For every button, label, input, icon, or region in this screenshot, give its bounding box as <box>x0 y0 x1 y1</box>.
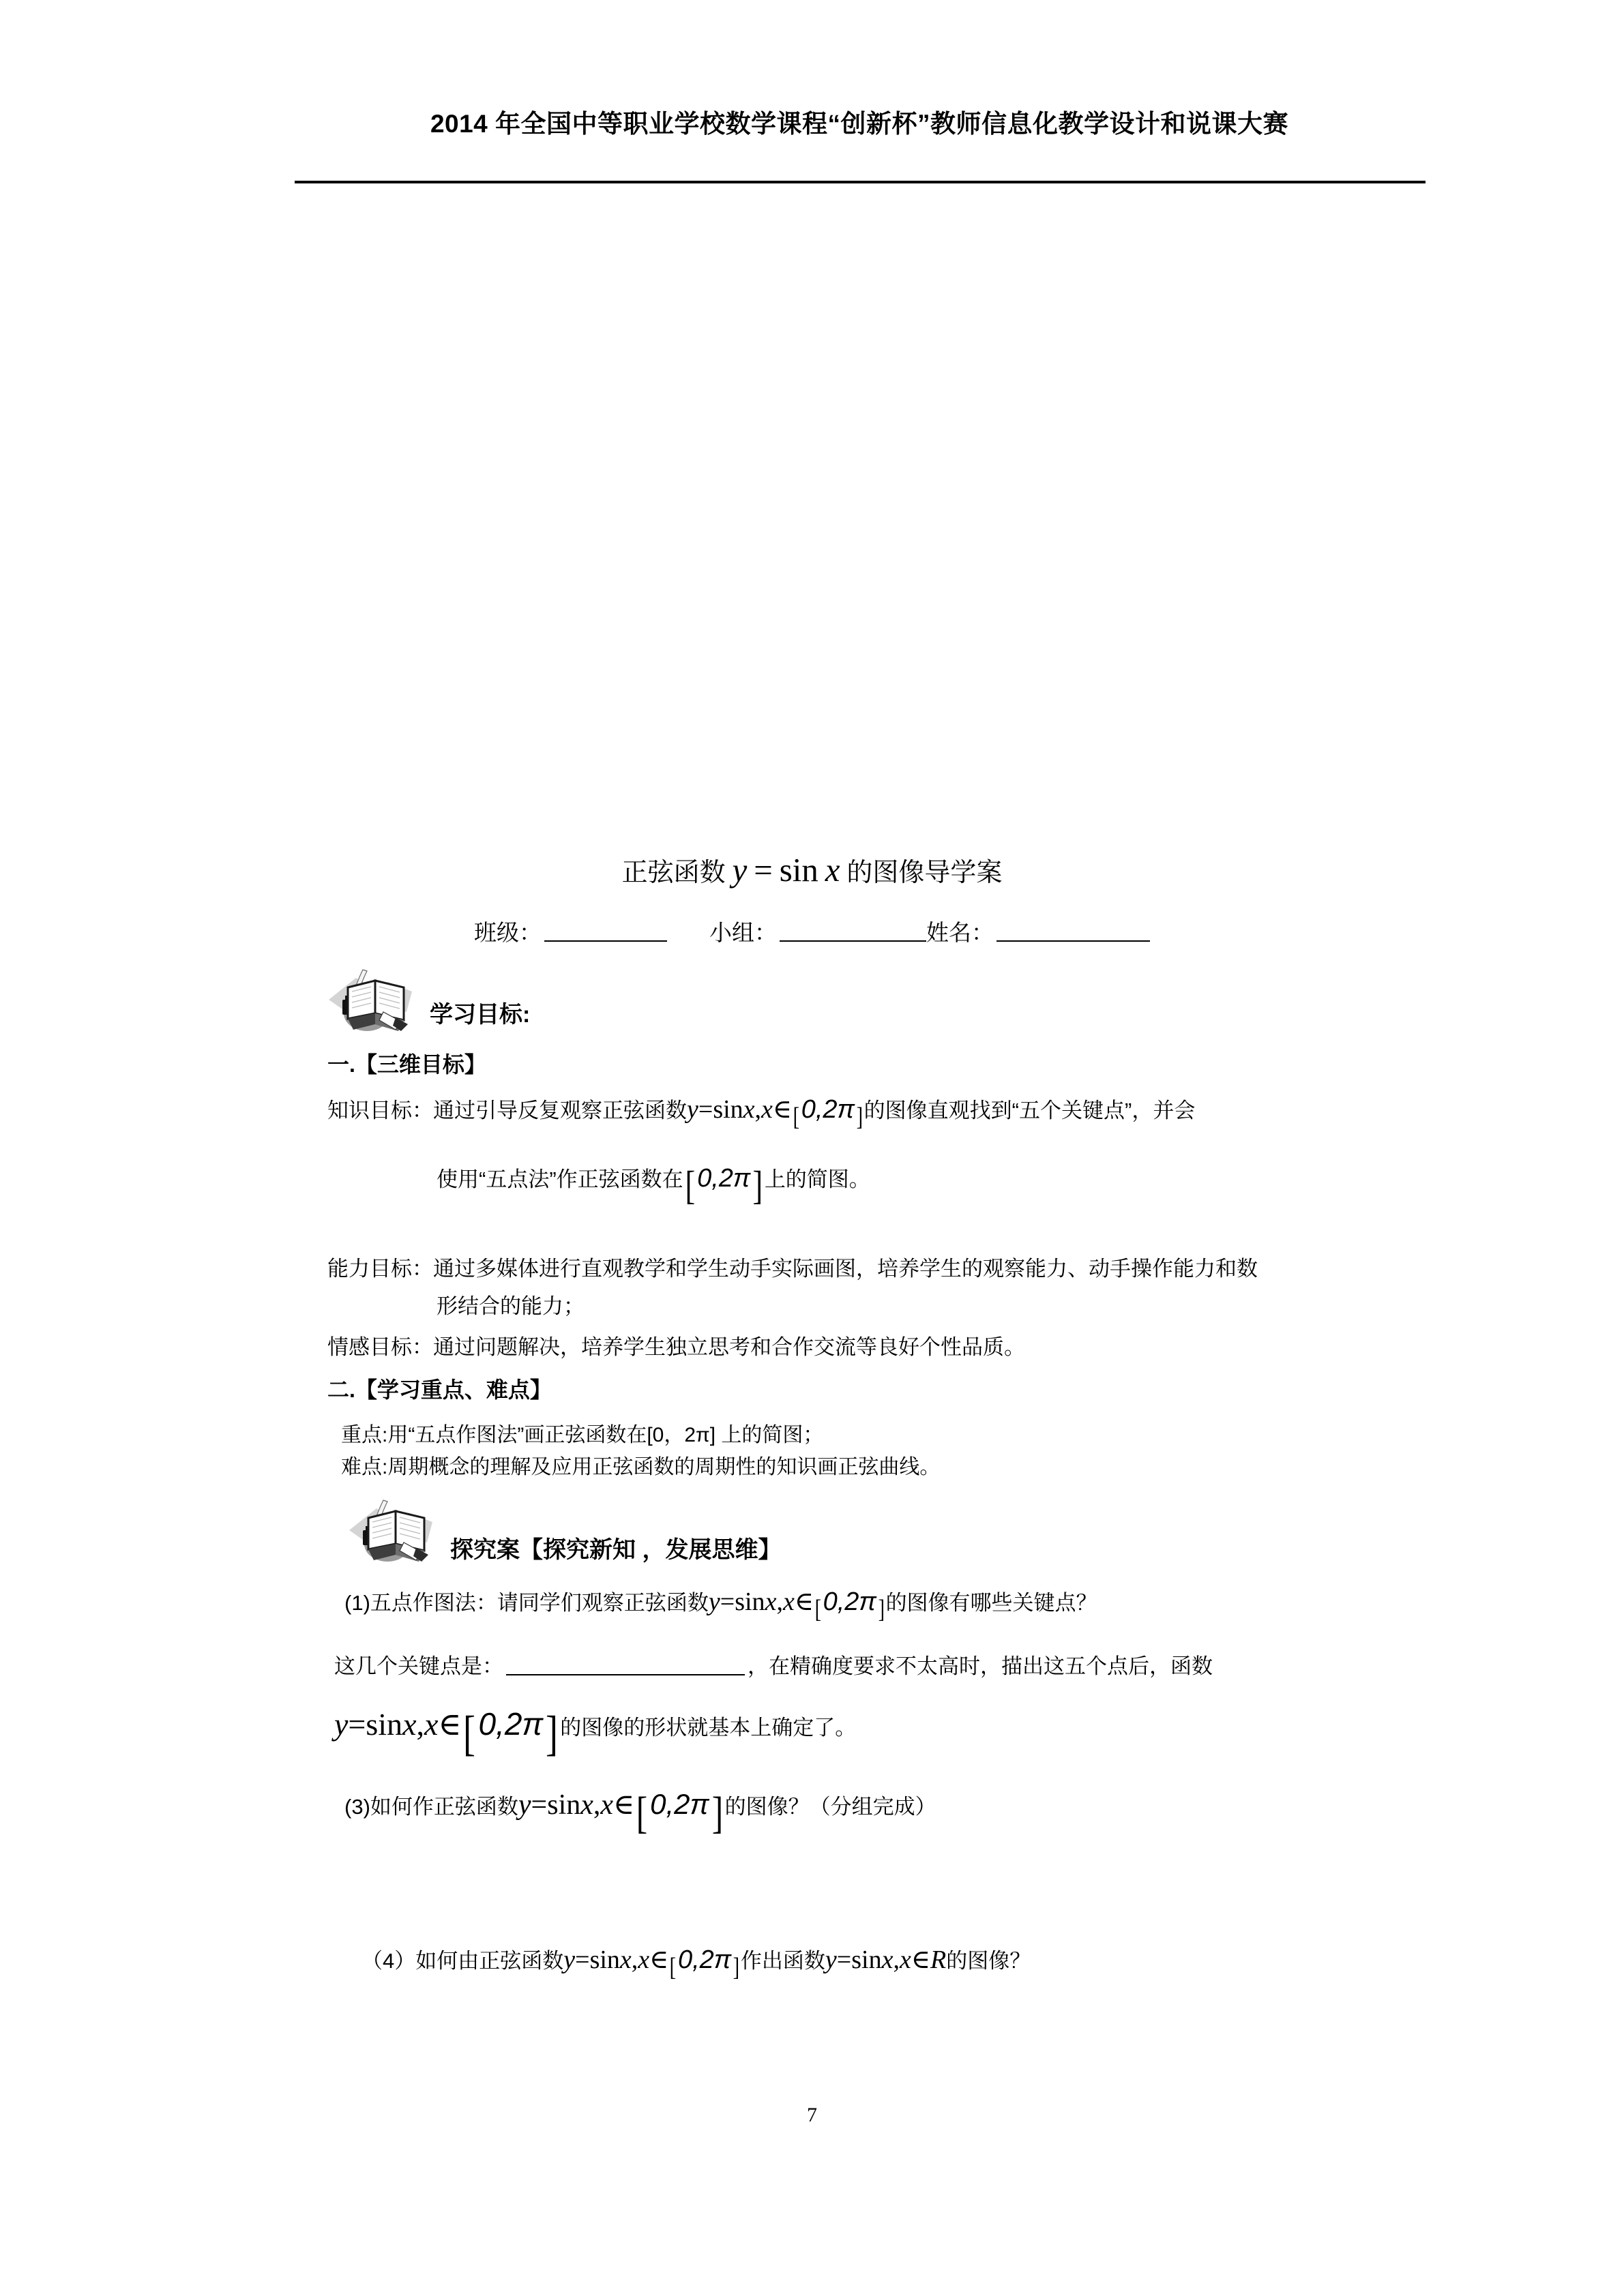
q1-math-element-of: ∈ <box>794 1587 814 1616</box>
q1c-math-equals: = <box>348 1707 366 1742</box>
math-comma: , <box>754 1095 762 1124</box>
q1c-math-sin: sin <box>366 1707 403 1742</box>
math-right-bracket: ] <box>856 1103 863 1132</box>
question-3-prefix: (3)如何作正弦函数 <box>344 1795 518 1819</box>
q1c-math-x: x <box>402 1707 417 1742</box>
section-key-points-difficulties: 二.【学习重点、难点】 <box>327 1377 552 1402</box>
question-1-suffix: 的图像有哪些关键点？ <box>885 1591 1097 1615</box>
question-1-continuation <box>334 1705 857 1761</box>
q4-math-left-bracket: [ <box>669 1953 677 1982</box>
math-left-bracket-2: [ <box>685 1163 695 1208</box>
question-3 <box>344 1787 936 1838</box>
q4b-math-y: y <box>825 1945 837 1974</box>
question-4-prefix: （4）如何由正弦函数 <box>361 1949 564 1973</box>
title-formula-y: y <box>732 852 748 889</box>
group-label: 小组： <box>709 920 777 945</box>
q4b-math-equals: = <box>836 1945 852 1974</box>
section-three-dimensional-goals: 一.【三维目标】 <box>327 1052 486 1077</box>
q3-math-sin: sin <box>547 1789 581 1821</box>
emotion-goal-label: 情感目标： <box>327 1335 433 1359</box>
group-input-blank[interactable] <box>780 940 926 942</box>
knowledge-goal-line1 <box>327 1095 1196 1132</box>
key-point-text: 用“五点作图法”画正弦函数在[0，2π] 上的简图； <box>387 1424 824 1446</box>
q1-math-x2: x <box>782 1587 795 1616</box>
knowledge-goal-line2 <box>437 1163 870 1208</box>
math-x2: x <box>761 1095 773 1124</box>
knowledge-goal-label: 知识目标： <box>327 1099 433 1122</box>
ability-goal-line2: 形结合的能力； <box>437 1294 585 1318</box>
math-sin: sin <box>713 1095 743 1124</box>
q4-math-y: y <box>563 1945 576 1974</box>
q4b-math-comma: , <box>893 1945 900 1974</box>
q3-math-x: x <box>580 1789 593 1821</box>
question-1c-suffix: 的图像的形状就基本上确定了。 <box>560 1716 857 1740</box>
q3-math-comma: , <box>593 1789 601 1821</box>
book-quill-icon-explore <box>345 1495 447 1571</box>
knowledge-goal-text-1: 通过引导反复观察正弦函数 <box>433 1099 687 1122</box>
key-point-label: 重点: <box>341 1424 388 1446</box>
q4b-math-R: R <box>930 1945 947 1974</box>
ability-goal-text-1: 通过多媒体进行直观教学和学生动手实际画图，培养学生的观察能力、动手操作能力和数 <box>433 1257 1258 1281</box>
q1-math-y: y <box>708 1587 720 1616</box>
header-divider <box>295 181 1426 183</box>
explore-heading: 探究案【探究新知 ，发展思维】 <box>450 1537 782 1563</box>
q4-math-interval: 0,2π <box>677 1945 732 1974</box>
learning-goals-heading: 学习目标: <box>430 1002 531 1028</box>
q3-math-equals: = <box>531 1789 548 1821</box>
book-quill-icon <box>325 964 427 1041</box>
question-4-middle: 作出函数 <box>740 1949 825 1973</box>
math-interval: 0,2π <box>801 1095 855 1124</box>
q4-math-comma: , <box>631 1945 638 1974</box>
ability-goal-line1 <box>327 1258 1258 1279</box>
name-label: 姓名： <box>926 920 994 945</box>
question-1b-prefix: 这几个关键点是： <box>334 1654 503 1678</box>
math-x: x <box>743 1095 755 1124</box>
q1c-math-right-bracket: ] <box>546 1705 559 1761</box>
q3-math-right-bracket: ] <box>711 1787 723 1838</box>
key-points-answer-blank[interactable] <box>506 1674 745 1675</box>
q3-math-y: y <box>518 1789 531 1821</box>
blank-content-area <box>0 191 1624 846</box>
q1-math-comma: , <box>776 1587 783 1616</box>
q4-math-equals: = <box>575 1945 590 1974</box>
q1-math-left-bracket: [ <box>814 1595 822 1624</box>
ability-goal-label: 能力目标： <box>327 1257 433 1281</box>
q1c-math-left-bracket: [ <box>463 1705 476 1761</box>
difficulty-text: 周期概念的理解及应用正弦函数的周期性的知识画正弦曲线。 <box>387 1456 941 1478</box>
title-formula-sin: sin <box>779 852 818 889</box>
page-number: 7 <box>807 2104 817 2126</box>
knowledge-goal-text-2: 的图像直观找到“五个关键点”，并会 <box>863 1099 1196 1122</box>
difficulty-line <box>341 1457 940 1478</box>
question-1-prefix: (1)五点作图法：请同学们观察正弦函数 <box>344 1591 709 1615</box>
class-label: 班级： <box>474 920 542 945</box>
emotion-goal-text: 通过问题解决，培养学生独立思考和合作交流等良好个性品质。 <box>433 1335 1025 1359</box>
identity-line <box>0 915 1624 947</box>
q1-math-right-bracket: ] <box>878 1595 885 1624</box>
question-4-suffix: 的图像？ <box>946 1949 1031 1973</box>
q1-math-interval: 0,2π <box>823 1587 876 1616</box>
q4b-math-x2: x <box>899 1945 911 1974</box>
question-1b-suffix: ，在精确度要求不太高时，描出这五个点后，函数 <box>748 1654 1213 1678</box>
q4-math-x2: x <box>638 1945 650 1974</box>
q3-math-element-of: ∈ <box>613 1789 635 1821</box>
page-header <box>293 109 1426 139</box>
math-right-bracket-2: ] <box>752 1163 763 1208</box>
q4-math-right-bracket: ] <box>733 1953 740 1982</box>
q4b-math-sin: sin <box>851 1945 882 1974</box>
knowledge-goal-text-3: 使用“五点法”作正弦函数在 <box>437 1167 683 1191</box>
name-input-blank[interactable] <box>996 940 1150 942</box>
title-formula-x: x <box>825 852 840 889</box>
q1-math-equals: = <box>720 1587 735 1616</box>
difficulty-label: 难点: <box>341 1456 388 1478</box>
emotion-goal-line <box>327 1337 1025 1358</box>
q1-math-x: x <box>765 1587 777 1616</box>
key-point-line <box>341 1425 823 1446</box>
q3-math-x2: x <box>600 1789 614 1821</box>
title-formula-equals: = <box>754 852 773 889</box>
q4-math-sin: sin <box>589 1945 620 1974</box>
title-suffix: 的图像导学案 <box>846 859 1003 887</box>
q3-math-left-bracket: [ <box>636 1787 648 1838</box>
q1c-math-element-of: ∈ <box>438 1707 462 1742</box>
page-title <box>0 850 1624 891</box>
q4-math-x: x <box>619 1945 632 1974</box>
knowledge-goal-text-4: 上的简图。 <box>764 1167 870 1191</box>
math-element-of: ∈ <box>772 1095 793 1124</box>
math-left-bracket: [ <box>793 1103 800 1132</box>
q1-math-sin: sin <box>735 1587 765 1616</box>
q4b-math-element-of: ∈ <box>911 1945 930 1974</box>
q1c-math-y: y <box>334 1707 349 1742</box>
class-input-blank[interactable] <box>544 940 667 942</box>
q3-math-interval: 0,2π <box>650 1788 709 1820</box>
math-interval-2: 0,2π <box>697 1164 751 1193</box>
question-1-answer-line <box>334 1656 1213 1677</box>
question-4 <box>361 1945 1031 1982</box>
q1c-math-comma: , <box>416 1707 424 1742</box>
math-equals: = <box>698 1095 713 1124</box>
q1c-math-x2: x <box>424 1707 439 1742</box>
question-1 <box>344 1587 1097 1624</box>
math-y: y <box>687 1095 698 1124</box>
question-3-suffix: 的图像？（分组完成） <box>724 1795 936 1819</box>
title-prefix: 正弦函数 <box>621 859 726 887</box>
q1c-math-interval: 0,2π <box>478 1706 544 1742</box>
q4-math-element-of: ∈ <box>649 1945 669 1974</box>
header-title: 2014 年全国中等职业学校数学课程“创新杯”教师信息化教学设计和说课大赛 <box>430 110 1289 138</box>
q4b-math-x: x <box>881 1945 894 1974</box>
